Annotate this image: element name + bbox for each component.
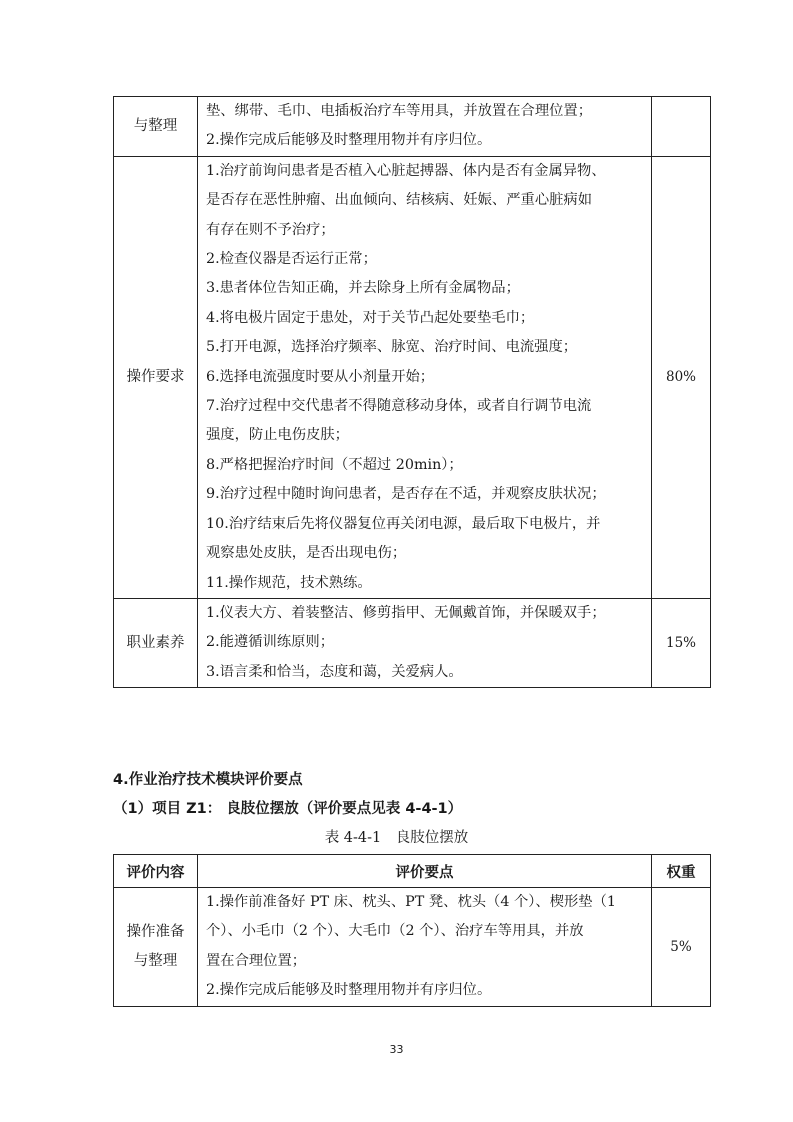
requirement-line: 3.语言柔和恰当，态度和蔼，关爱病人。 [206,663,463,680]
requirement-line: 1.治疗前询问患者是否植入心脏起搏器、体内是否有金属异物、 [206,162,606,179]
weight-cell [652,97,711,157]
category-cell [114,888,198,1007]
requirement-line: 2.检查仪器是否运行正常； [206,251,377,268]
requirement-line: 1.仪表大方、着装整洁、修剪指甲、无佩戴首饰，并保暖双手； [206,604,606,621]
requirement-line: 10.治疗结束后先将仪器复位再关闭电源，最后取下电极片，并 [206,515,601,532]
subsection-title: （1）项目 Z1： 良肢位摆放（评价要点见表 4-4-1） [113,801,463,817]
requirement-line: 强度，防止电伤皮肤； [206,427,349,444]
requirement-line: 置在合理位置； [206,952,307,969]
requirement-line: 个）、小毛巾（2 个）、大毛巾（2 个）、治疗车等用具，并放 [206,923,584,940]
requirement-line: 3.患者体位告知正确，并去除身上所有金属物品； [206,280,520,297]
column-header: 评价内容 [114,855,198,888]
table-row [114,97,711,157]
column-header: 评价要点 [198,855,652,888]
weight-cell: 15% [652,598,711,687]
category-label: 与整理 [133,117,178,134]
requirement-line: 9.治疗过程中随时询问患者，是否存在不适，并观察皮肤状况； [206,486,606,503]
requirements-cell [198,888,652,1007]
table-row [114,156,711,598]
page-number: 33 [389,1043,404,1056]
requirement-line: 6.选择电流强度时要从小剂量开始； [206,368,435,385]
requirement-line: 垫、绑带、毛巾、电插板治疗车等用具，并放置在合理位置； [206,103,593,119]
category-label: 操作要求 [126,368,185,385]
requirement-line: 2.操作完成后能够及时整理用物并有序归位。 [206,132,492,149]
requirement-line: 7.治疗过程中交代患者不得随意移动身体，或者自行调节电流 [206,398,592,415]
requirements-cell [198,97,652,157]
requirement-line: 有存在则不予治疗； [206,221,335,238]
requirement-line: 1.操作前准备好 PT 床、枕头、PT 凳、枕头（4 个）、楔形垫（1 [206,894,616,910]
category-label: 与整理 [133,952,178,969]
table-caption: 表 4-4-1 良肢位摆放 [324,830,469,846]
requirement-line: 是否存在恶性肿瘤、出血倾向、结核病、妊娠、严重心脏病如 [206,192,593,209]
category-label: 职业素养 [126,634,185,651]
requirements-cell [198,156,652,598]
weight-cell: 5% [652,888,711,1007]
requirement-line: 观察患处皮肤，是否出现电伤； [206,545,407,562]
column-header: 权重 [652,855,711,888]
table-row [114,888,711,1007]
evaluation-table-4-4-1 [113,854,711,1007]
category-label: 操作准备 [126,923,185,940]
table-header-row [114,855,711,888]
requirement-line: 11.操作规范，技术熟练。 [206,574,372,591]
requirement-line: 2.能遵循训练原则； [206,634,335,651]
table-row [114,598,711,687]
evaluation-table-continued [113,96,711,688]
requirement-line: 2.操作完成后能够及时整理用物并有序归位。 [206,982,492,999]
requirements-cell [198,598,652,687]
requirement-line: 4.将电极片固定于患处，对于关节凸起处要垫毛巾； [206,309,535,326]
requirement-line: 5.打开电源，选择治疗频率、脉宽、治疗时间、电流强度； [206,339,578,356]
category-cell [114,97,198,157]
requirement-line: 8.严格把握治疗时间（不超过 20min）； [206,456,463,473]
weight-cell: 80% [652,156,711,598]
category-cell [114,156,198,598]
category-cell [114,598,198,687]
section-title: 4.作业治疗技术模块评价要点 [113,772,303,788]
